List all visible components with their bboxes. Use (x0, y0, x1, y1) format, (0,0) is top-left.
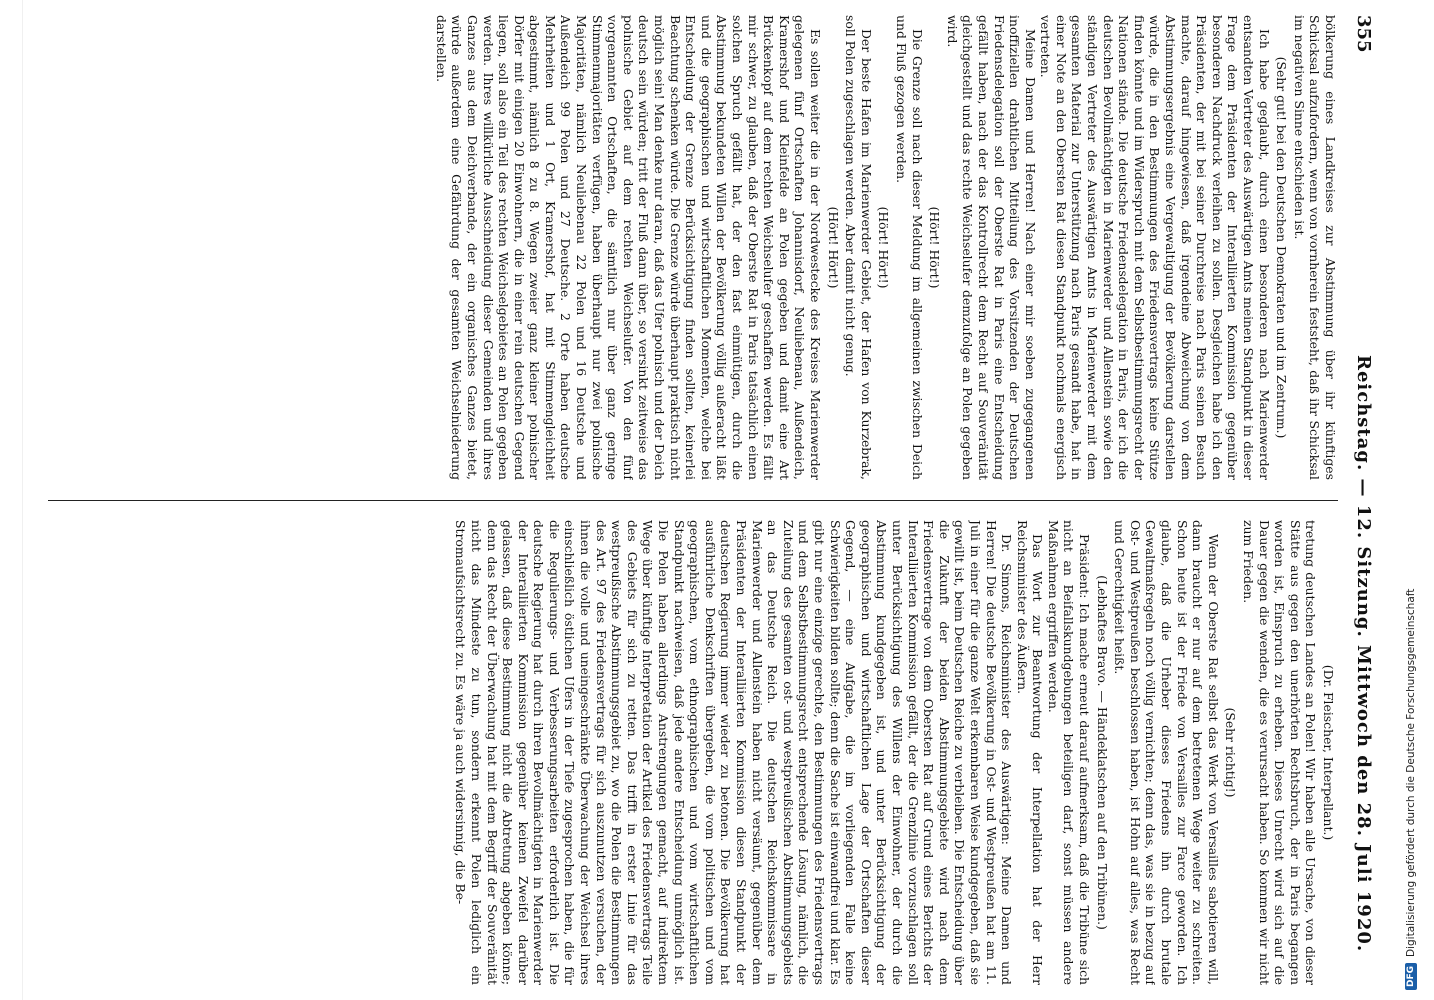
paragraph: Wenn der Oberste Rat selbst das Werk von Versailles sabotieren will, dann braucht er nur auf dem betretenen Wege weiter zu schreiten. Schon heute ist der Friede von Versailles zur Farce geworden. Ich glaube, daß die Urheber dieses Friedens ihn durch brutale Gewaltmaßregeln noch völlig vernichten; denn das, was sie in bezug auf Ost- und Westpreußen beschlossen haben, ist Hohn auf alles, was Recht und Gerechtigkeit heißt. (1112, 520, 1221, 985)
paragraph: Die Grenze soll nach dieser Meldung im allgemeinen zwischen Deich und Fluß gezogen werden. (893, 15, 925, 480)
paragraph: (Hört! Hört!) (876, 206, 892, 289)
paragraph: (Lebhaftes Bravo. — Händeklatschen auf den Tribünen.) (1094, 575, 1110, 930)
paragraph: (Dr. Fleischer, Interpellant.) (1321, 664, 1336, 841)
column-left (48, 15, 1338, 480)
paragraph: Ich habe geglaubt, durch einen besonderen nach Marienwerder entsandten Vertreter des Auswärtigen Amts meinen Standpunkt in dieser Frage dem Präsidenten der Interalliierten Kommission gegenüber besonderen Nachdruck verleihen zu sollen. Desgleichen habe ich den Präsidenten, der mit bei seiner Durchreise nach Paris seinen Besuch machte, darauf hingewiesen, daß irgendeine Abweichung von dem Abstimmungsergebnis eine Vergewaltigung der Bevölkerung darstellen würde, die in den Bestimmungen des Friedensvertrags keine Stütze finden könnte und im Widerspruch mit dem Selbstbestimmungsrecht der Nationen stände. Die deutsche Friedensdelegation in Paris, der ich die deutschen Bevollmächtigten in Marienwerder und Allenstein sowie den ständigen Vertreter des Auswärtigen Amts in Marienwerder mit dem gesamten Material zur Unterstützung nach Paris gesandt habe, hat in einer Note an den Obersten Rat diesen Standpunkt nochmals energisch vertreten. (1038, 15, 1272, 480)
dfg-credit (1398, 10, 1424, 990)
page-number: 355 (1353, 15, 1374, 53)
paragraph: Präsident: Ich mache erneut darauf aufmerksam, daß die Tribüne sich nicht an Beifallskundgebungen beteiligen darf, sonst müssen andere Maßnahmen ergriffen werden. (1045, 520, 1093, 985)
column-divider (48, 500, 1338, 501)
column-right (48, 520, 1338, 985)
rotated-document (37, 15, 1382, 995)
paragraph: Es sollen weiter die in der Nordwestecke des Kreises Marienwerder gelegenen fünf Ortschaften Johannisdorf, Neuliebenau, Außendeich, Kramershof und Kleinfelde an Polen gegeben und damit eine Art Brückenkopf auf dem rechten Weichselufer geschaffen werden. Es fällt mir schwer, zu glauben, daß der Oberste Rat in Paris tatsächlich einen solchen Spruch gefällt hat, der den fast einmütigen, durch die Abstimmung bekundeten Willen der Bevölkerung völlig außeracht läßt und die geographischen und wirtschaftlichen Momenten, welche bei Entscheidung der Grenze Berücksichtigung finden sollten, keinerlei Beachtung schenken würde. Die Grenze würde überhaupt praktisch nicht möglich sein! Man denke nur daran, daß das Ufer polnisch und der Deich deutsch sein würden; tritt der Fluß dann über, so versinkt zeitweise das polnische Gebiet auf dem rechten Weichselufer. Von den fünf vorgenannten Ortschaften, die sämtlich nur über ganz geringe Stimmenmajoritäten verfügen, haben überhaupt nur zwei polnische Majoritäten, nämlich Neuliebenau 22 Polen und 16 Deutsche und Außendeich 99 Polen und 27 Deutsche. 2 Orte haben deutsche Mehrheiten und 1 Ort, Kramershof, hat mit Stimmengleichheit abgestimmt, nämlich 8 zu 8. Wegen zweier ganz kleiner polnischer Dörfer mit einigen 20 Einwohnern, die in einer rein deutschen Gegend liegen, soll also ein Teil des rechten Weichselgebietes an Polen gegeben werden. Ihres willkürliche Ausschneidung dieser Gemeinden und ihres Ganzes aus dem Deichverbande, der ein organisches Ganzes bietet, würde außerdem eine Gefährdung der gesamten Weichselniederung darstellen. (433, 15, 823, 480)
paragraph: Das Wort zur Beantwortung der Interpellation hat der Herr Reichsminister des Äußern. (1014, 520, 1046, 985)
paragraph: (Hört! Hört!) (927, 206, 943, 289)
paragraph: (Sehr gut! bei den Deutschen Demokraten und im Zentrum.) (1274, 56, 1290, 439)
paragraph: Meine Damen und Herren! Nach einer mir soeben zugegangenen inoffiziellen drahtlichen Mitteilung des Vorsitzenden der Deutschen Friedensdelegation soll der Oberste Rat in Paris eine Entscheidung gefällt haben, nach der das Kontrollrecht dem Recht auf Souveränität gleichgestellt und das rechte Weichselufer demzufolge an Polen gegeben wird. (944, 15, 1038, 480)
paragraph: Der beste Hafen im Marienwerder Gebiet, der Hafen von Kurzebrak, soll Polen zugeschlagen werden. Aber damit nicht genug. (843, 15, 874, 480)
dfg-credit-text: Digitalisierung gefördert durch die Deutsche Forschungsgemeinschaft (1405, 588, 1417, 957)
paragraph: tretung deutschen Landes an Polen! Wir haben alle Ursache, von dieser Stätte aus gegen den unerhörten Rechtsbruch, der in Paris begangen worden ist, Einspruch zu erheben. Dieses Unrecht wird sich auf die Dauer gegen die wenden, die es verursacht haben. So kommen wir nicht zum Frieden. (1241, 520, 1319, 985)
paragraph: (Sehr richtig!) (1223, 707, 1239, 798)
page-header (1342, 15, 1382, 995)
paragraph: bölkerung eines Landkreises zur Abstimmung über ihr künftiges Schicksal aufzufordern, wenn von vornherein feststeht, daß ihr Schicksal im negativen Sinne entschieden ist. (1291, 15, 1338, 480)
paragraph: (Hört! Hört!) (825, 206, 841, 289)
page-title: Reichstag. — 12. Sitzung. Mittwoch den 28. Juli 1920. (1353, 355, 1374, 953)
paragraph: Dr. Simons, Reichsminister des Auswärtigen: Meine Damen und Herren! Die deutsche Bevölkerung in Ost- und Westpreußen hat am 11. Juli in einer für die ganze Welt erkennbaren Weise kundgegeben, daß sie gewillt ist, beim Deutschen Reiche zu verbleiben. Die Entscheidung über die Zukunft der beiden Abstimmungsgebiete wird nach dem Friedensvertrage von dem Obersten Rat auf Grund eines Berichts der Interalliierten Kommission gefällt, der die Grenzlinie vorzuschlagen soll unter Berücksichtigung des Willens der Einwohner, der durch die Abstimmung kundgegeben ist, und unter Berücksichtigung der geographischen und wirtschaftlichen Lage der Ortschaften dieser Gegend, — eine Aufgabe, die im vorliegenden Falle keine Schwierigkeiten bilden sollte; denn die Sache ist einwandfrei und klar. Es gibt nur eine einzige gerechte, den Bestimmungen des Friedensvertrags und dem Selbstbestimmungsrecht entsprechende Lösung, nämlich, die Zuteilung des gesamten ost- und westpreußischen Abstimmungsgebiets an das Deutsche Reich. Die deutschen Reichskommissare in Marienwerder und Allenstein haben nicht versäumt, gegenüber dem Präsidenten der Interalliierten Kommission diesen Standpunkt der deutschen Regierung immer wieder zu betonen. Die Bevölkerung hat ausführliche Denkschriften übergeben, die vom politischen und vom geographischen, vom ethnographischen und vom wirtschaftlichen Standpunkt nachweisen, daß jede andere Entscheidung unmöglich ist. Die Polen haben allerdings Anstrengungen gemacht, auf indirektem Wege über künftige Interpretation der Artikel des Friedensvertrags Teile des Gebiets für sich zu retten. Das trifft in erster Linie für das westpreußische Abstimmungsgebiet zu, wo die Polen die Bestimmungen des Art. 97 des Friedensvertrags für sich auszunutzen versuchen, der ihnen die volle und uneingeschränkte Überwachung der Weichsel ihres einschließlich östlichen Ufers in der Tiefe zugesprochen haben, die für die Regulierungs- und Verbesserungsarbeiten erforderlich ist. Die deutsche Regierung hat durch ihren Bevollmächtigten in Marienwerder der Interalliierten Kommission gegenüber keinen Zweifel darüber gelassen, daß diese Bestimmung nicht die Abtretung abgeben könne; denn das Recht der Überwachung hat mit dem Begriff der Souveränität nicht das Mindeste zu tun, sondern erkennt Polen lediglich ein Stromaufsichtsrecht zu. Es wäre ja auch widersinnig, die Be- (453, 520, 1015, 985)
scan-edge (22, 0, 23, 1000)
dfg-logo: DFG (1405, 963, 1417, 990)
